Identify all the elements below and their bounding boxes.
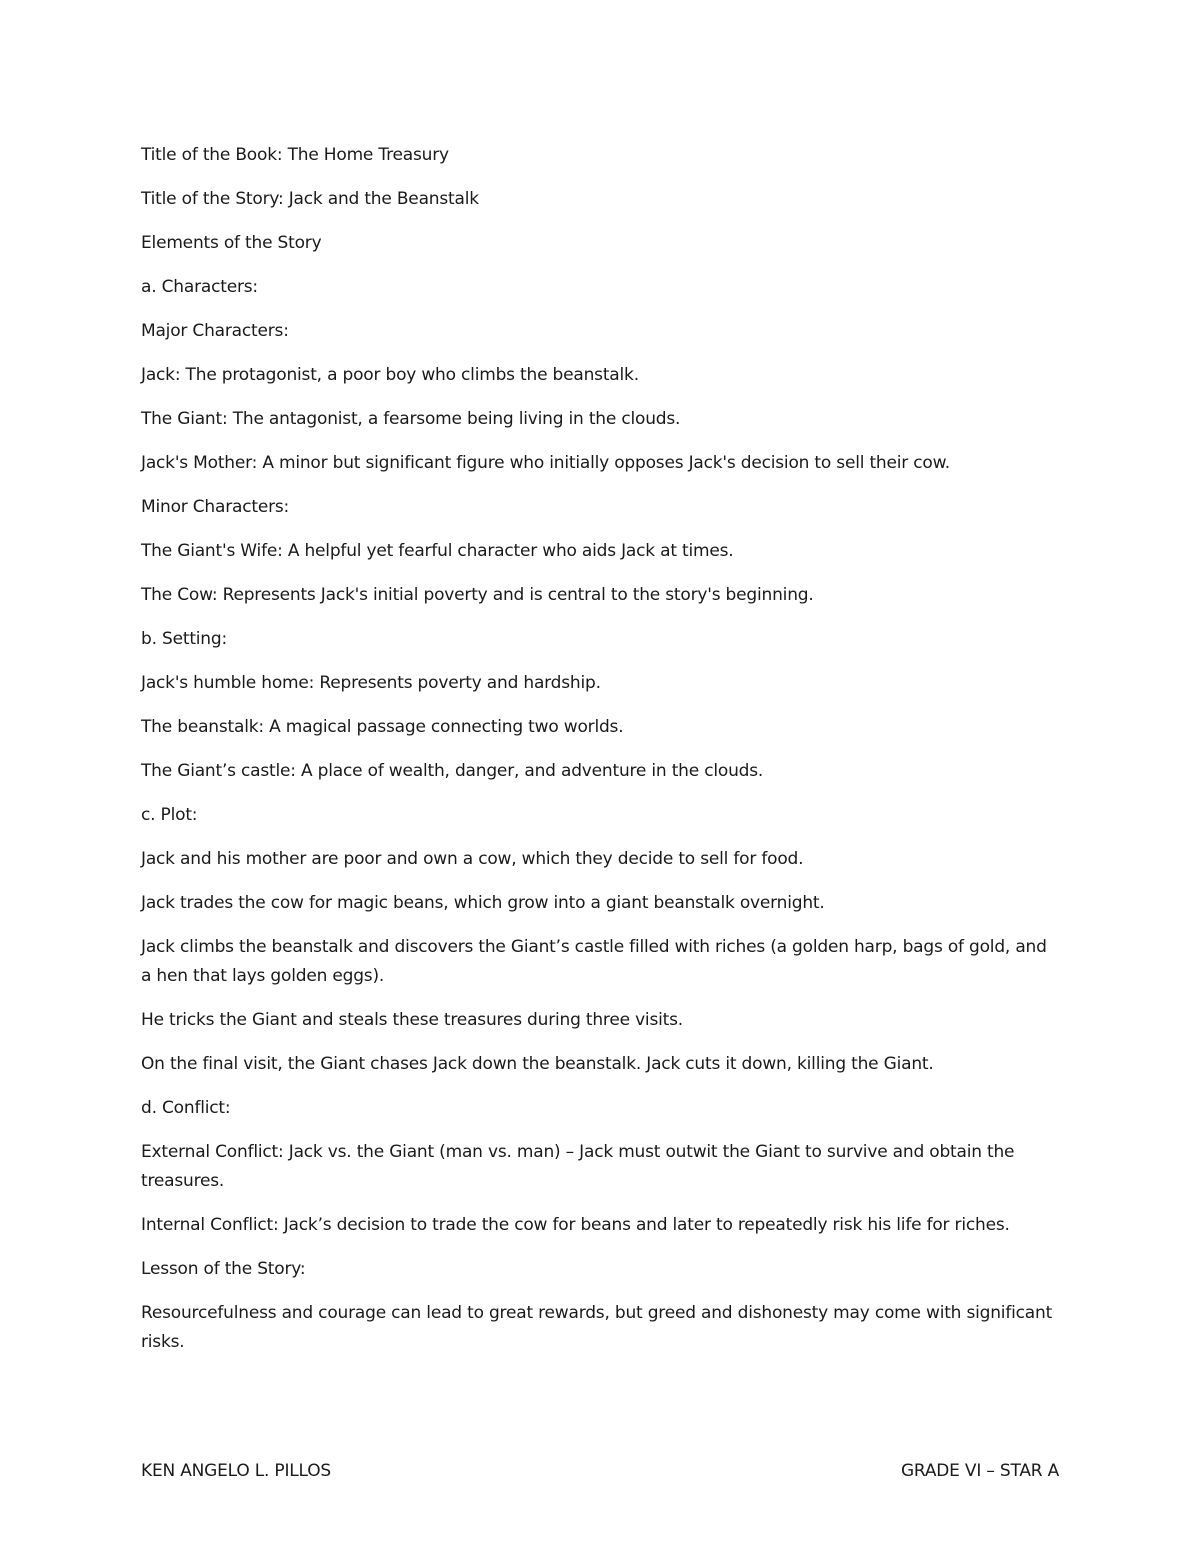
page-footer (141, 1459, 1059, 1483)
footer-author-name: KEN ANGELO L. PILLOS (141, 1461, 331, 1481)
setting-beanstalk: The beanstalk: A magical passage connecting two worlds. (141, 717, 624, 737)
setting-castle: The Giant’s castle: A place of wealth, danger, and adventure in the clouds. (141, 761, 764, 781)
section-heading-conflict: d. Conflict: (141, 1098, 231, 1118)
plot-point-5: On the final visit, the Giant chases Jack down the beanstalk. Jack cuts it down, killing the Giant. (141, 1054, 934, 1074)
subheading-minor-characters: Minor Characters: (141, 497, 290, 517)
character-jack: Jack: The protagonist, a poor boy who climbs the beanstalk. (141, 365, 639, 385)
story-title-line: Title of the Story: Jack and the Beanstalk (141, 189, 479, 209)
subheading-major-characters: Major Characters: (141, 321, 289, 341)
conflict-internal: Internal Conflict: Jack’s decision to trade the cow for beans and later to repeatedly risk his life for riches. (141, 1215, 1010, 1235)
section-heading-setting: b. Setting: (141, 629, 227, 649)
character-cow: The Cow: Represents Jack's initial poverty and is central to the story's beginning. (141, 585, 814, 605)
plot-point-2: Jack trades the cow for magic beans, which grow into a giant beanstalk overnight. (141, 893, 825, 913)
lesson-text: Resourcefulness and courage can lead to great rewards, but greed and dishonesty may come with significant risks. (141, 1303, 1053, 1352)
section-heading-lesson: Lesson of the Story: (141, 1259, 306, 1279)
setting-home: Jack's humble home: Represents poverty and hardship. (141, 673, 601, 693)
section-heading-plot: c. Plot: (141, 805, 198, 825)
plot-point-3: Jack climbs the beanstalk and discovers the Giant’s castle filled with riches (a golden harp, bags of gold, and a hen that lays golden eggs). (141, 937, 1047, 986)
plot-point-4: He tricks the Giant and steals these treasures during three visits. (141, 1010, 683, 1030)
book-title-line: Title of the Book: The Home Treasury (141, 145, 449, 165)
character-jacks-mother: Jack's Mother: A minor but significant figure who initially opposes Jack's decision to sell their cow. (141, 453, 950, 473)
section-heading-elements: Elements of the Story (141, 233, 322, 253)
plot-point-1: Jack and his mother are poor and own a cow, which they decide to sell for food. (141, 849, 804, 869)
character-giant: The Giant: The antagonist, a fearsome being living in the clouds. (141, 409, 681, 429)
character-giants-wife: The Giant's Wife: A helpful yet fearful character who aids Jack at times. (141, 541, 734, 561)
document-body (141, 141, 1061, 1372)
conflict-external: External Conflict: Jack vs. the Giant (man vs. man) – Jack must outwit the Giant to survive and obtain the treasures. (141, 1142, 1015, 1191)
footer-grade-section: GRADE VI – STAR A (900, 1461, 1059, 1481)
section-heading-characters: a. Characters: (141, 277, 258, 297)
